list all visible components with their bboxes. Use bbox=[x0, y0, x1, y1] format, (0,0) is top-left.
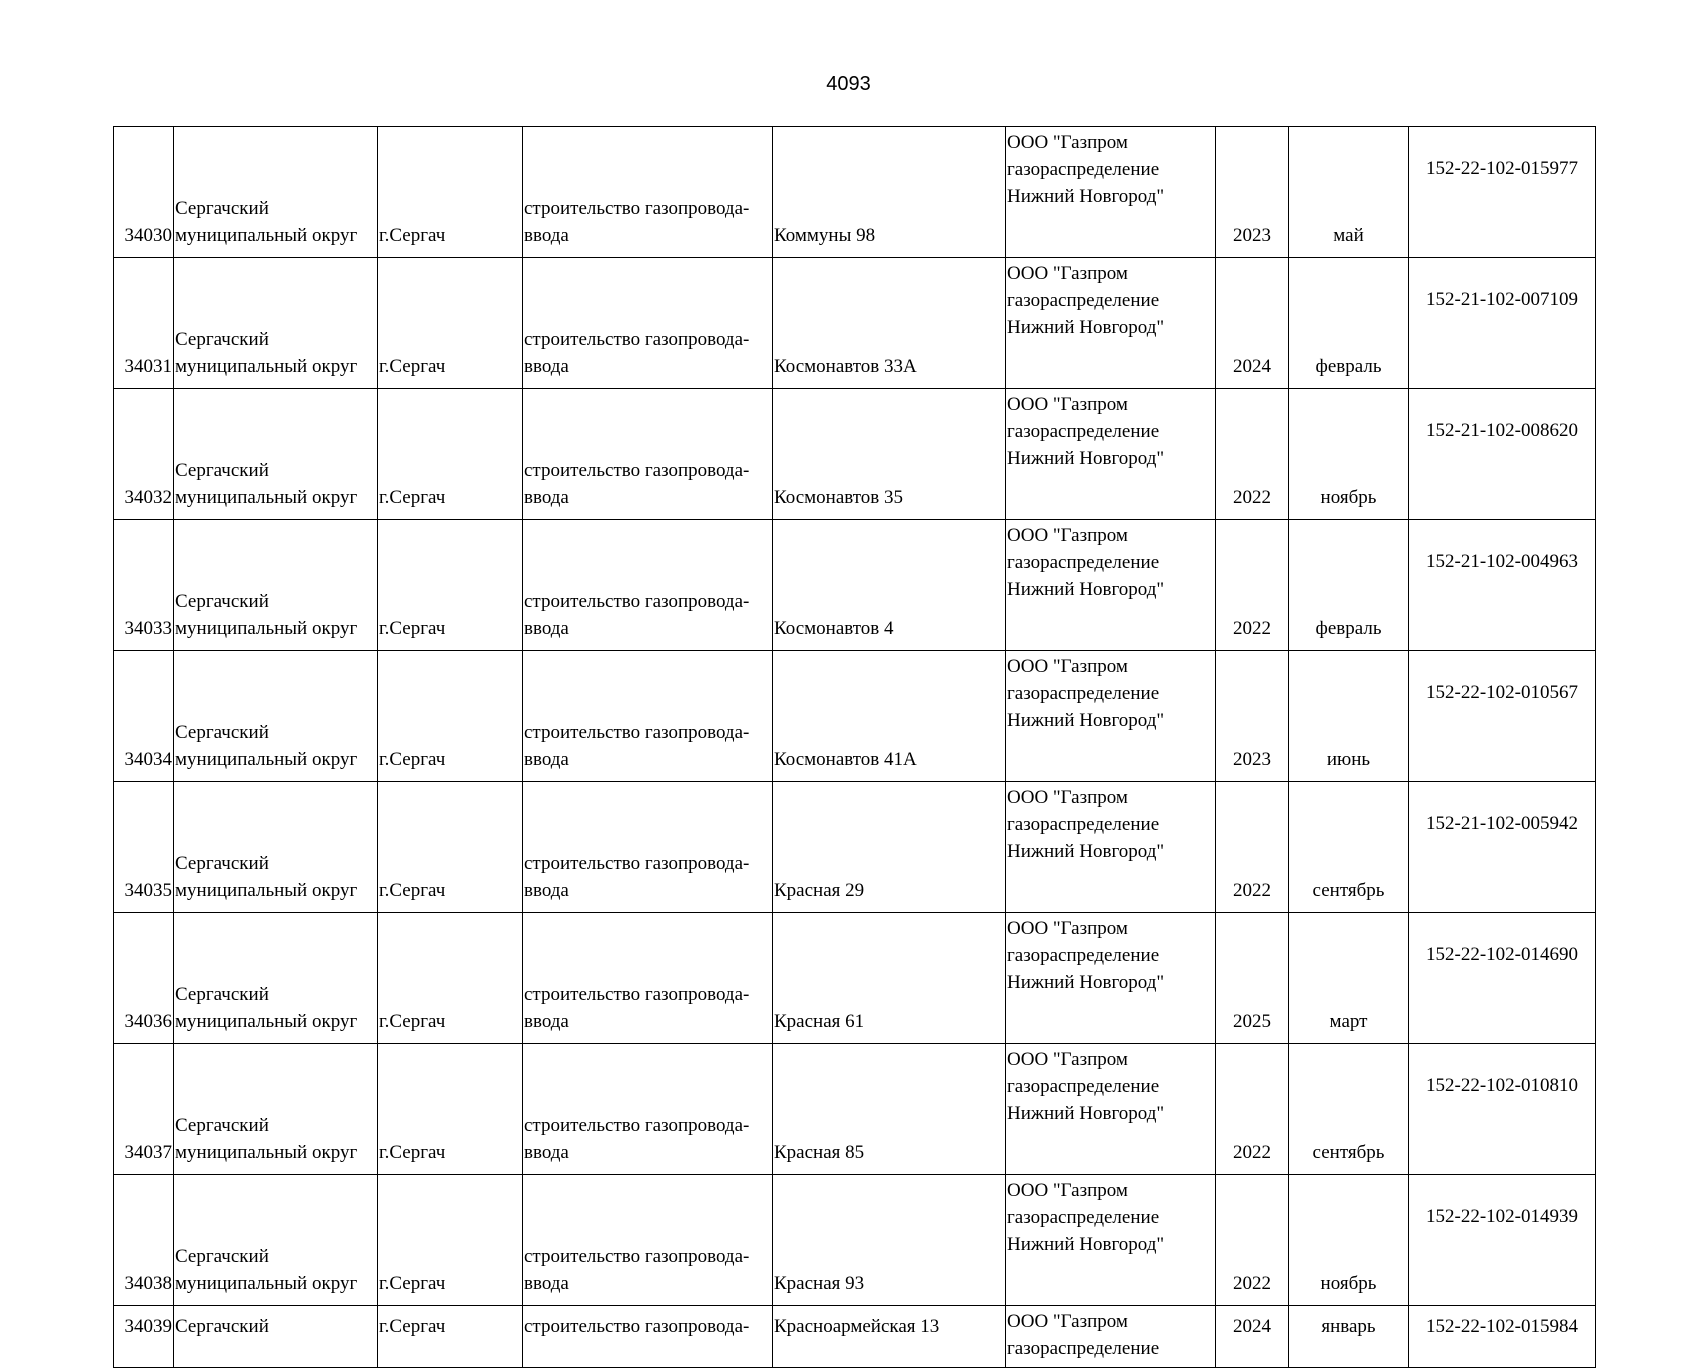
town: г.Сергач bbox=[379, 1142, 446, 1163]
month: сентябрь bbox=[1312, 1142, 1385, 1163]
district-type: муниципальный округ bbox=[175, 618, 358, 639]
district-cell bbox=[174, 127, 378, 258]
work-l1: строительство газопровода- bbox=[524, 198, 750, 219]
row-number bbox=[114, 651, 174, 782]
work-type-cell bbox=[523, 520, 773, 651]
town-cell bbox=[378, 520, 523, 651]
code: 152-21-102-005942 bbox=[1426, 813, 1578, 834]
application-code-cell bbox=[1409, 127, 1596, 258]
work-l2: ввода bbox=[524, 1011, 569, 1032]
year: 2022 bbox=[1233, 880, 1271, 901]
month: март bbox=[1329, 1011, 1368, 1032]
table-row bbox=[114, 258, 1596, 389]
application-code-cell bbox=[1409, 1044, 1596, 1175]
work-l1: строительство газопровода- bbox=[524, 984, 750, 1005]
org-l1: ООО "Газпром bbox=[1007, 787, 1128, 808]
month-cell bbox=[1289, 520, 1409, 651]
organization-cell bbox=[1006, 651, 1216, 782]
address-cell bbox=[773, 258, 1006, 389]
application-code-cell bbox=[1409, 389, 1596, 520]
row-number bbox=[114, 1175, 174, 1306]
month-cell bbox=[1289, 127, 1409, 258]
org-l1: ООО "Газпром bbox=[1007, 918, 1128, 939]
month-cell bbox=[1289, 1044, 1409, 1175]
org-l3: Нижний Новгород" bbox=[1007, 317, 1165, 338]
org-l2: газораспределение bbox=[1007, 552, 1160, 573]
district-cell bbox=[174, 520, 378, 651]
row-number bbox=[114, 1306, 174, 1368]
address: Красная 61 bbox=[774, 1011, 865, 1032]
work-type-cell bbox=[523, 913, 773, 1044]
year-cell bbox=[1216, 1306, 1289, 1368]
district-cell bbox=[174, 913, 378, 1044]
organization-cell bbox=[1006, 520, 1216, 651]
row-number bbox=[114, 258, 174, 389]
work-l2: ввода bbox=[524, 749, 569, 770]
town-cell bbox=[378, 1175, 523, 1306]
town-cell bbox=[378, 1306, 523, 1368]
address: Космонавтов 4 bbox=[774, 618, 894, 639]
year-cell bbox=[1216, 1175, 1289, 1306]
year: 2025 bbox=[1233, 1011, 1271, 1032]
org-l1: ООО "Газпром bbox=[1007, 132, 1128, 153]
table-row bbox=[114, 1044, 1596, 1175]
org-l2: газораспределение bbox=[1007, 1338, 1160, 1359]
row-number bbox=[114, 127, 174, 258]
organization-cell bbox=[1006, 1044, 1216, 1175]
month: январь bbox=[1321, 1316, 1376, 1337]
work-type-cell bbox=[523, 1306, 773, 1368]
org-l2: газораспределение bbox=[1007, 290, 1160, 311]
org-l1: ООО "Газпром bbox=[1007, 656, 1128, 677]
org-l1: ООО "Газпром bbox=[1007, 1311, 1128, 1332]
month: февраль bbox=[1315, 618, 1382, 639]
address-cell bbox=[773, 782, 1006, 913]
application-code-cell bbox=[1409, 782, 1596, 913]
num: 34032 bbox=[124, 487, 172, 508]
district-name: Сергачский bbox=[175, 1115, 269, 1136]
address-cell bbox=[773, 651, 1006, 782]
application-code-cell bbox=[1409, 258, 1596, 389]
district-cell bbox=[174, 258, 378, 389]
org-l3: Нижний Новгород" bbox=[1007, 186, 1165, 207]
application-code-cell bbox=[1409, 651, 1596, 782]
work-l2: ввода bbox=[524, 487, 569, 508]
town: г.Сергач bbox=[379, 487, 446, 508]
org-l1: ООО "Газпром bbox=[1007, 1049, 1128, 1070]
month-cell bbox=[1289, 258, 1409, 389]
work-type-cell bbox=[523, 1175, 773, 1306]
org-l2: газораспределение bbox=[1007, 159, 1160, 180]
address-cell bbox=[773, 1306, 1006, 1368]
org-l3: Нижний Новгород" bbox=[1007, 1234, 1165, 1255]
table-row bbox=[114, 520, 1596, 651]
district-name: Сергачский bbox=[175, 198, 269, 219]
organization-cell bbox=[1006, 389, 1216, 520]
org-l1: ООО "Газпром bbox=[1007, 1180, 1128, 1201]
town-cell bbox=[378, 913, 523, 1044]
org-l2: газораспределение bbox=[1007, 814, 1160, 835]
year-cell bbox=[1216, 389, 1289, 520]
org-l2: газораспределение bbox=[1007, 945, 1160, 966]
town-cell bbox=[378, 782, 523, 913]
address: Космонавтов 35 bbox=[774, 487, 904, 508]
year: 2022 bbox=[1233, 618, 1271, 639]
district-type: муниципальный округ bbox=[175, 1142, 358, 1163]
num: 34037 bbox=[124, 1142, 172, 1163]
address-cell bbox=[773, 913, 1006, 1044]
address: Красная 29 bbox=[774, 880, 865, 901]
work-l2: ввода bbox=[524, 618, 569, 639]
org-l1: ООО "Газпром bbox=[1007, 525, 1128, 546]
org-l2: газораспределение bbox=[1007, 421, 1160, 442]
application-code-cell bbox=[1409, 520, 1596, 651]
year: 2022 bbox=[1233, 1142, 1271, 1163]
org-l3: Нижний Новгород" bbox=[1007, 1103, 1165, 1124]
row-number bbox=[114, 913, 174, 1044]
org-l2: газораспределение bbox=[1007, 1076, 1160, 1097]
num: 34031 bbox=[124, 356, 172, 377]
num: 34038 bbox=[124, 1273, 172, 1294]
district-type: муниципальный округ bbox=[175, 1273, 358, 1294]
code: 152-22-102-014690 bbox=[1426, 944, 1578, 965]
town: г.Сергач bbox=[379, 749, 446, 770]
district-cell bbox=[174, 782, 378, 913]
row-number bbox=[114, 1044, 174, 1175]
work-l1: строительство газопровода- bbox=[524, 722, 750, 743]
work-l1: строительство газопровода- bbox=[524, 853, 750, 874]
code: 152-22-102-015977 bbox=[1426, 158, 1578, 179]
district-type: муниципальный округ bbox=[175, 1011, 358, 1032]
org-l2: газораспределение bbox=[1007, 683, 1160, 704]
district-type: муниципальный округ bbox=[175, 225, 358, 246]
code: 152-22-102-010567 bbox=[1426, 682, 1578, 703]
row-number bbox=[114, 782, 174, 913]
code: 152-21-102-007109 bbox=[1426, 289, 1578, 310]
town: г.Сергач bbox=[379, 1273, 446, 1294]
year-cell bbox=[1216, 1044, 1289, 1175]
organization-cell bbox=[1006, 1306, 1216, 1368]
num: 34034 bbox=[124, 749, 172, 770]
month: ноябрь bbox=[1320, 1273, 1377, 1294]
table-row bbox=[114, 1306, 1596, 1368]
town: г.Сергач bbox=[379, 618, 446, 639]
town-cell bbox=[378, 389, 523, 520]
num: 34033 bbox=[124, 618, 172, 639]
work-type-cell bbox=[523, 782, 773, 913]
month-cell bbox=[1289, 389, 1409, 520]
district-cell bbox=[174, 1306, 378, 1368]
town: г.Сергач bbox=[379, 225, 446, 246]
year-cell bbox=[1216, 258, 1289, 389]
work-l1: строительство газопровода- bbox=[524, 1246, 750, 1267]
district-name: Сергачский bbox=[175, 460, 269, 481]
work-l2: ввода bbox=[524, 880, 569, 901]
address-cell bbox=[773, 1175, 1006, 1306]
year-cell bbox=[1216, 913, 1289, 1044]
num: 34030 bbox=[124, 225, 172, 246]
work-l2: ввода bbox=[524, 225, 569, 246]
month: сентябрь bbox=[1312, 880, 1385, 901]
town-cell bbox=[378, 127, 523, 258]
work-type-cell bbox=[523, 389, 773, 520]
month-cell bbox=[1289, 913, 1409, 1044]
town: г.Сергач bbox=[379, 356, 446, 377]
work-l2: ввода bbox=[524, 1142, 569, 1163]
year: 2024 bbox=[1233, 1316, 1271, 1337]
month-cell bbox=[1289, 1306, 1409, 1368]
year-cell bbox=[1216, 782, 1289, 913]
town: г.Сергач bbox=[379, 880, 446, 901]
year-cell bbox=[1216, 651, 1289, 782]
work-type-cell bbox=[523, 127, 773, 258]
row-number bbox=[114, 520, 174, 651]
work-l1: строительство газопровода- bbox=[524, 1316, 750, 1337]
table-row bbox=[114, 127, 1596, 258]
address-cell bbox=[773, 389, 1006, 520]
application-code-cell bbox=[1409, 913, 1596, 1044]
year: 2023 bbox=[1233, 749, 1271, 770]
town: г.Сергач bbox=[379, 1011, 446, 1032]
district-name: Сергачский bbox=[175, 984, 269, 1005]
org-l3: Нижний Новгород" bbox=[1007, 972, 1165, 993]
num: 34035 bbox=[124, 880, 172, 901]
month: февраль bbox=[1315, 356, 1382, 377]
year: 2022 bbox=[1233, 487, 1271, 508]
address-cell bbox=[773, 127, 1006, 258]
work-l1: строительство газопровода- bbox=[524, 460, 750, 481]
district-type: муниципальный округ bbox=[175, 356, 358, 377]
address: Космонавтов 41А bbox=[774, 749, 917, 770]
address: Красноармейская 13 bbox=[774, 1316, 940, 1337]
table-body bbox=[114, 127, 1596, 1368]
district-l1: Сергачский bbox=[175, 1316, 269, 1337]
row-number bbox=[114, 389, 174, 520]
work-l2: ввода bbox=[524, 1273, 569, 1294]
address: Коммуны 98 bbox=[774, 225, 876, 246]
month: ноябрь bbox=[1320, 487, 1377, 508]
org-l3: Нижний Новгород" bbox=[1007, 710, 1165, 731]
address-cell bbox=[773, 1044, 1006, 1175]
district-cell bbox=[174, 1044, 378, 1175]
organization-cell bbox=[1006, 258, 1216, 389]
code: 152-21-102-008620 bbox=[1426, 420, 1578, 441]
org-l3: Нижний Новгород" bbox=[1007, 448, 1165, 469]
table-row bbox=[114, 389, 1596, 520]
town-cell bbox=[378, 258, 523, 389]
address-cell bbox=[773, 520, 1006, 651]
page-number: 4093 bbox=[826, 73, 871, 95]
district-cell bbox=[174, 389, 378, 520]
code: 152-21-102-004963 bbox=[1426, 551, 1578, 572]
code: 152-22-102-015984 bbox=[1426, 1316, 1578, 1337]
work-l1: строительство газопровода- bbox=[524, 329, 750, 350]
month: июнь bbox=[1326, 749, 1371, 770]
org-l3: Нижний Новгород" bbox=[1007, 841, 1165, 862]
district-cell bbox=[174, 651, 378, 782]
month-cell bbox=[1289, 651, 1409, 782]
district-type: муниципальный округ bbox=[175, 880, 358, 901]
work-type-cell bbox=[523, 651, 773, 782]
table-row bbox=[114, 782, 1596, 913]
num: 34036 bbox=[124, 1011, 172, 1032]
district-name: Сергачский bbox=[175, 722, 269, 743]
town: г.Сергач bbox=[379, 1316, 446, 1337]
address: Красная 85 bbox=[774, 1142, 865, 1163]
application-code-cell bbox=[1409, 1306, 1596, 1368]
district-name: Сергачский bbox=[175, 329, 269, 350]
organization-cell bbox=[1006, 127, 1216, 258]
table-row bbox=[114, 651, 1596, 782]
district-type: муниципальный округ bbox=[175, 749, 358, 770]
district-type: муниципальный округ bbox=[175, 487, 358, 508]
district-name: Сергачский bbox=[175, 1246, 269, 1267]
address: Красная 93 bbox=[774, 1273, 865, 1294]
district-name: Сергачский bbox=[175, 853, 269, 874]
application-code-cell bbox=[1409, 1175, 1596, 1306]
org-l2: газораспределение bbox=[1007, 1207, 1160, 1228]
org-l1: ООО "Газпром bbox=[1007, 394, 1128, 415]
month-cell bbox=[1289, 1175, 1409, 1306]
table-row bbox=[114, 1175, 1596, 1306]
work-l1: строительство газопровода- bbox=[524, 591, 750, 612]
year-cell bbox=[1216, 520, 1289, 651]
table-row bbox=[114, 913, 1596, 1044]
town-cell bbox=[378, 1044, 523, 1175]
year: 2022 bbox=[1233, 1273, 1271, 1294]
district-cell bbox=[174, 1175, 378, 1306]
organization-cell bbox=[1006, 913, 1216, 1044]
year-cell bbox=[1216, 127, 1289, 258]
work-l2: ввода bbox=[524, 356, 569, 377]
org-l1: ООО "Газпром bbox=[1007, 263, 1128, 284]
work-l1: строительство газопровода- bbox=[524, 1115, 750, 1136]
year: 2024 bbox=[1233, 356, 1271, 377]
organization-cell bbox=[1006, 782, 1216, 913]
year: 2023 bbox=[1233, 225, 1271, 246]
work-type-cell bbox=[523, 1044, 773, 1175]
organization-cell bbox=[1006, 1175, 1216, 1306]
org-l3: Нижний Новгород" bbox=[1007, 579, 1165, 600]
district-name: Сергачский bbox=[175, 591, 269, 612]
num: 34039 bbox=[124, 1316, 172, 1337]
code: 152-22-102-010810 bbox=[1426, 1075, 1578, 1096]
code: 152-22-102-014939 bbox=[1426, 1206, 1578, 1227]
month-cell bbox=[1289, 782, 1409, 913]
work-type-cell bbox=[523, 258, 773, 389]
town-cell bbox=[378, 651, 523, 782]
month: май bbox=[1333, 225, 1364, 246]
address: Космонавтов 33А bbox=[774, 356, 917, 377]
gas-connection-table bbox=[113, 126, 1596, 1368]
